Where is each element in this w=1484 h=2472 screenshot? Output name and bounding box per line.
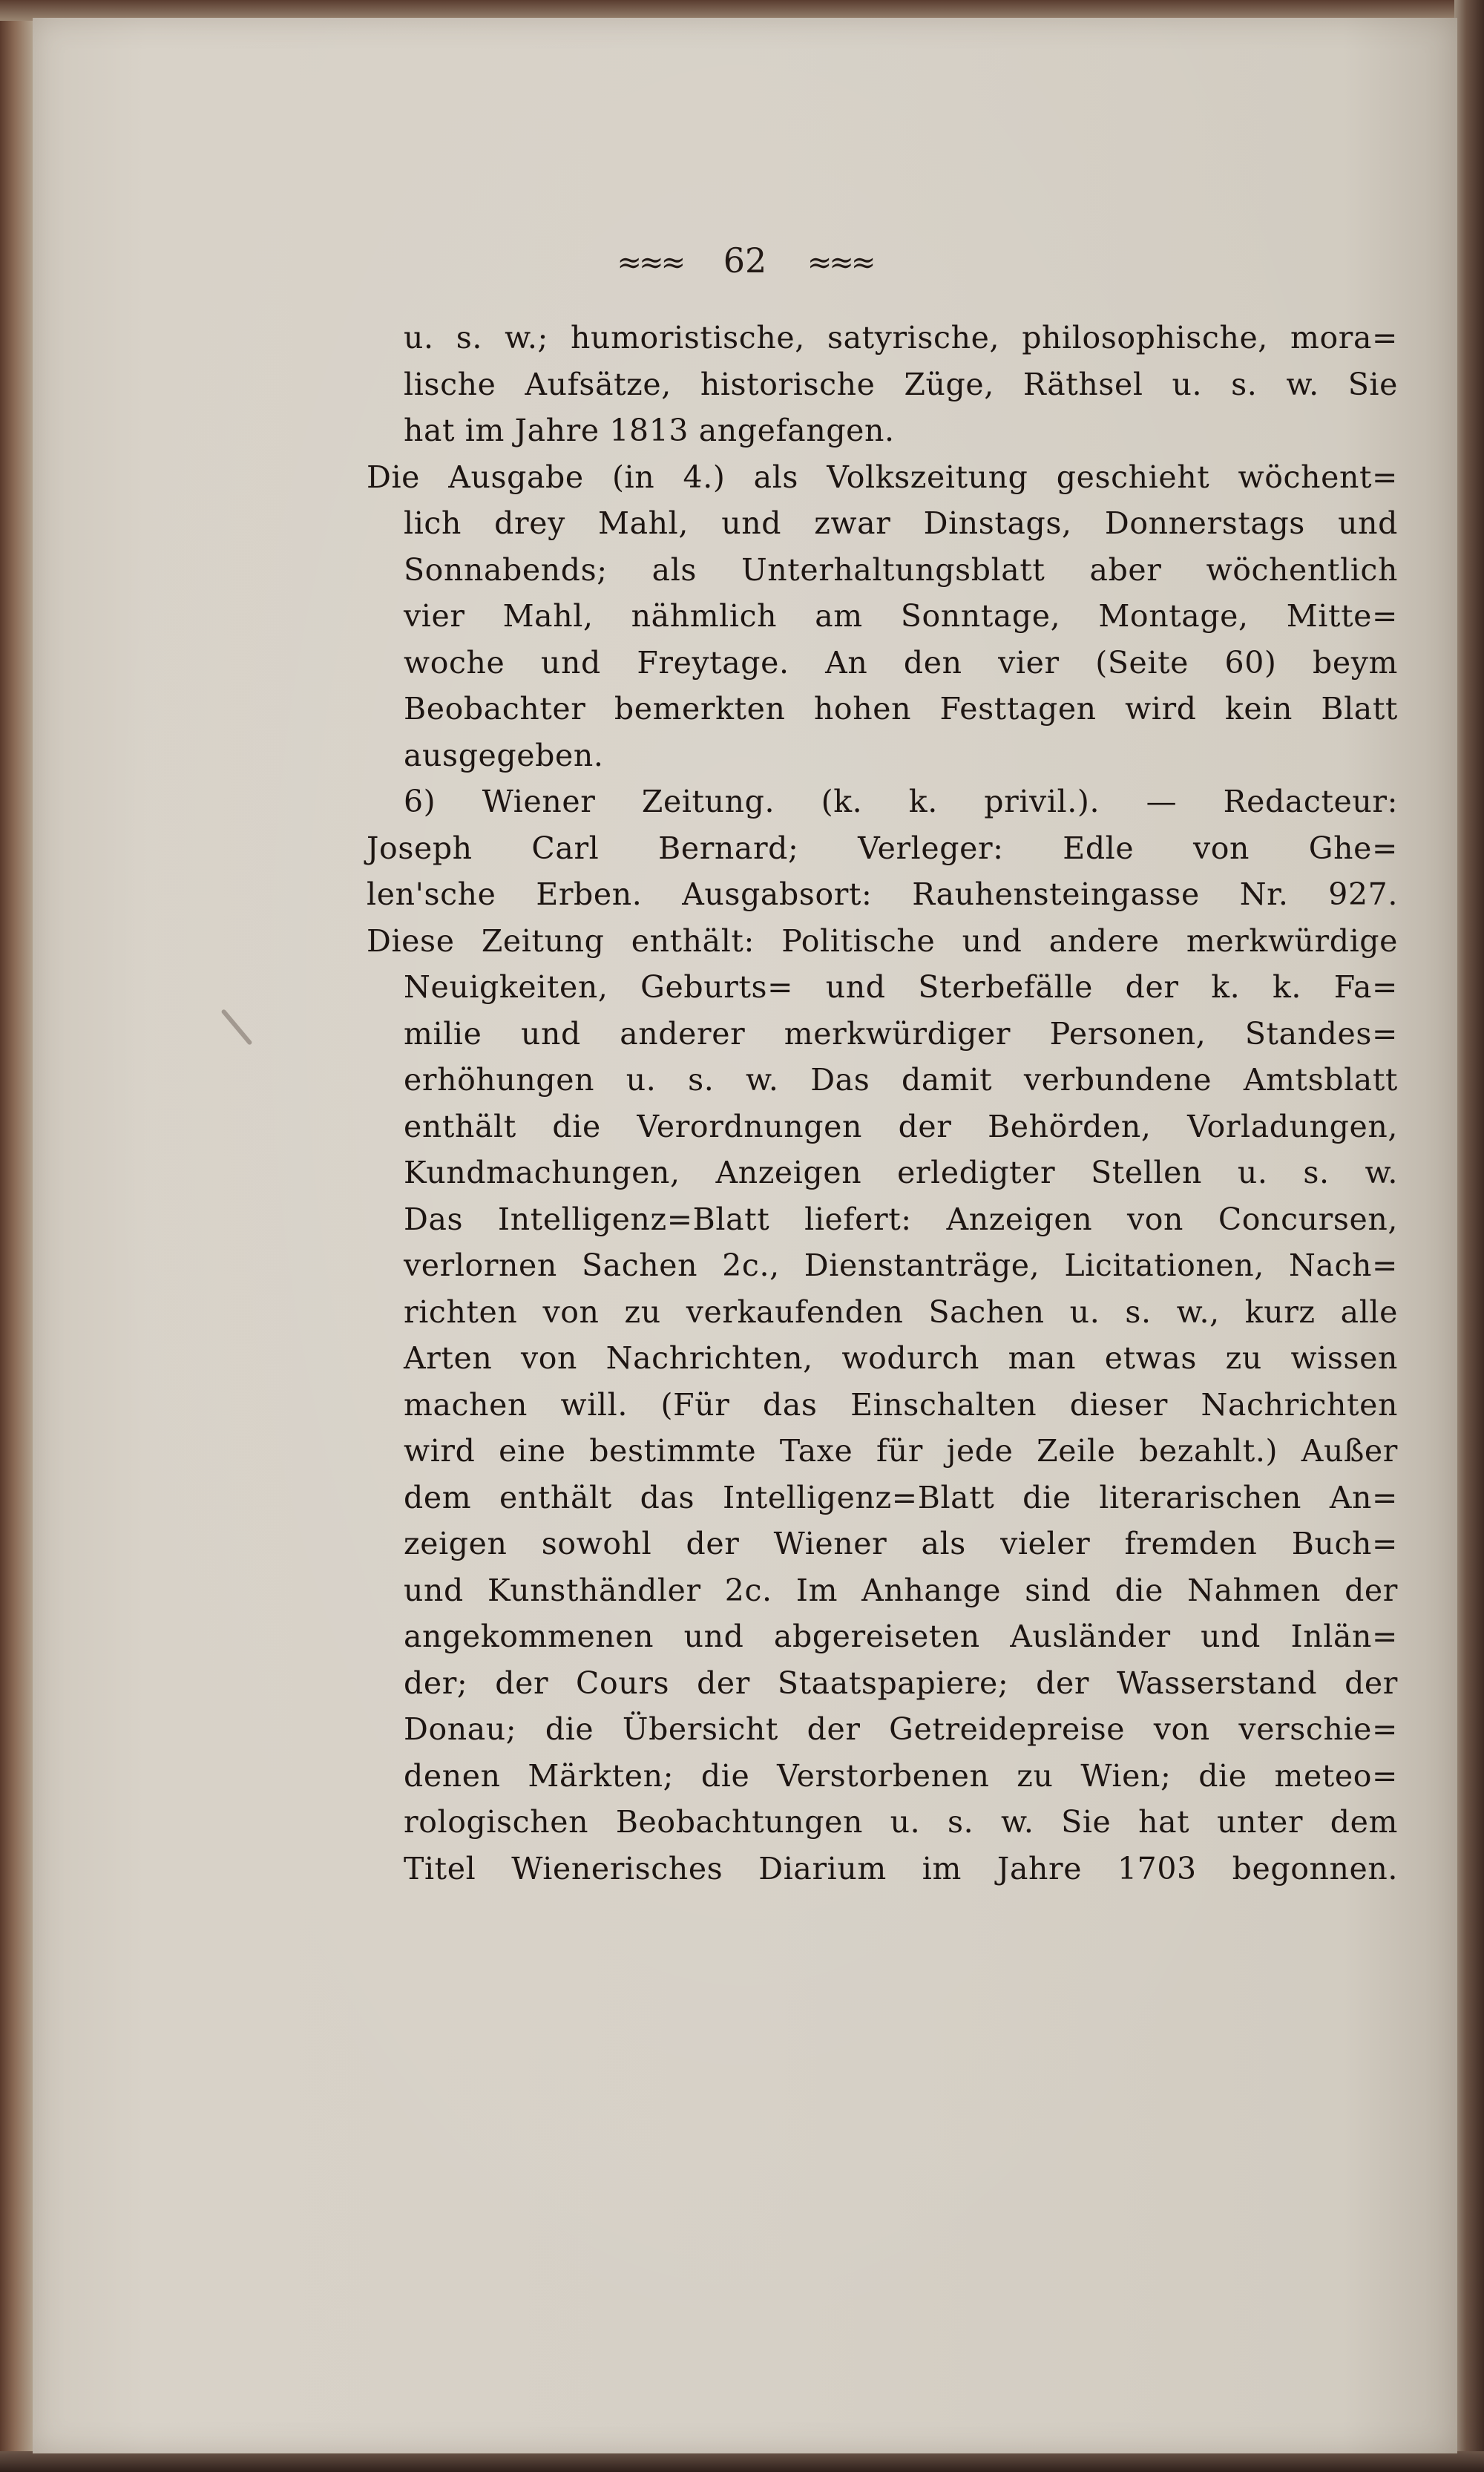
book-cover-edge-right — [1454, 0, 1484, 2472]
text-line: len'sche Erben. Ausgabsort: Rauhensteingasse Nr. 927. — [367, 876, 1398, 912]
book-page — [33, 18, 1457, 2453]
text-line: der; der Cours der Staatspapiere; der Wasserstand der — [404, 1665, 1398, 1701]
text-line: angekommenen und abgereiseten Ausländer und Inlän= — [404, 1619, 1398, 1654]
text-line: Die Ausgabe (in 4.) als Volkszeitung geschieht wöchent= — [367, 459, 1398, 495]
text-line: ausgegeben. — [404, 737, 604, 773]
text-line: Neuigkeiten, Geburts= und Sterbefälle der k. k. Fa= — [404, 969, 1398, 1005]
text-line: Sonnabends; als Unterhaltungsblatt aber wöchentlich — [404, 551, 1398, 588]
text-line: dem enthält das Intelligenz=Blatt die literarischen An= — [404, 1479, 1398, 1515]
text-line: vier Mahl, nähmlich am Sonntage, Montage, Mitte= — [404, 598, 1398, 634]
text-line: Diese Zeitung enthält: Politische und andere merkwürdige — [367, 922, 1398, 959]
text-line: Donau; die Übersicht der Getreidepreise von verschie= — [404, 1711, 1398, 1747]
text-line: Das Intelligenz=Blatt liefert: Anzeigen von Concursen, — [404, 1201, 1398, 1237]
header-ornament-right: ≈≈≈ — [807, 246, 873, 280]
text-line: Titel Wienerisches Diarium im Jahre 1703 begonnen. — [404, 1850, 1398, 1886]
text-line: richten von zu verkaufenden Sachen u. s. w., kurz alle — [404, 1294, 1398, 1330]
text-line: enthält die Verordnungen der Behörden, Vorladungen, — [404, 1108, 1398, 1144]
text-line: milie und anderer merkwürdiger Personen, Standes= — [404, 1015, 1398, 1052]
text-line: lich drey Mahl, und zwar Dinstags, Donnerstags und — [404, 505, 1398, 541]
header-ornament-left: ≈≈≈ — [617, 246, 683, 280]
text-line: Beobachter bemerkten hohen Festtagen wird kein Blatt — [404, 691, 1398, 727]
text-line: zeigen sowohl der Wiener als vieler fremden Buch= — [404, 1526, 1398, 1561]
text-line: rologischen Beobachtungen u. s. w. Sie hat unter dem — [404, 1804, 1398, 1840]
text-line: denen Märkten; die Verstorbenen zu Wien; die meteo= — [404, 1757, 1398, 1794]
text-line: erhöhungen u. s. w. Das damit verbundene Amtsblatt — [404, 1062, 1398, 1098]
text-line: hat im Jahre 1813 angefangen. — [404, 413, 895, 448]
text-line: wird eine bestimmte Taxe für jede Zeile bezahlt.) Außer — [404, 1433, 1398, 1469]
text-line: Arten von Nachrichten, wodurch man etwas zu wissen — [404, 1340, 1398, 1376]
page-number: 62 — [723, 240, 767, 281]
text-line: und Kunsthändler 2c. Im Anhange sind die Nahmen der — [404, 1572, 1398, 1608]
book-cover-edge-left — [0, 0, 36, 2472]
text-line: Joseph Carl Bernard; Verleger: Edle von Ghe= — [367, 830, 1398, 866]
text-line: Kundmachungen, Anzeigen erledigter Stellen u. s. w. — [404, 1155, 1398, 1190]
text-line: verlornen Sachen 2c., Dienstanträge, Licitationen, Nach= — [404, 1248, 1398, 1283]
text-line: lische Aufsätze, historische Züge, Räthsel u. s. w. Sie — [404, 366, 1398, 402]
ink-mark — [220, 1009, 252, 1046]
page-header — [33, 240, 1457, 281]
text-line: woche und Freytage. An den vier (Seite 60) beym — [404, 644, 1398, 681]
book-cover-edge-bottom — [0, 2451, 1484, 2472]
text-line: 6) Wiener Zeitung. (k. k. privil.). — Redacteur: — [404, 784, 1398, 819]
text-line: machen will. (Für das Einschalten dieser Nachrichten — [404, 1386, 1398, 1423]
text-line: u. s. w.; humoristische, satyrische, philosophische, mora= — [404, 320, 1398, 355]
body-text — [367, 315, 1398, 1892]
